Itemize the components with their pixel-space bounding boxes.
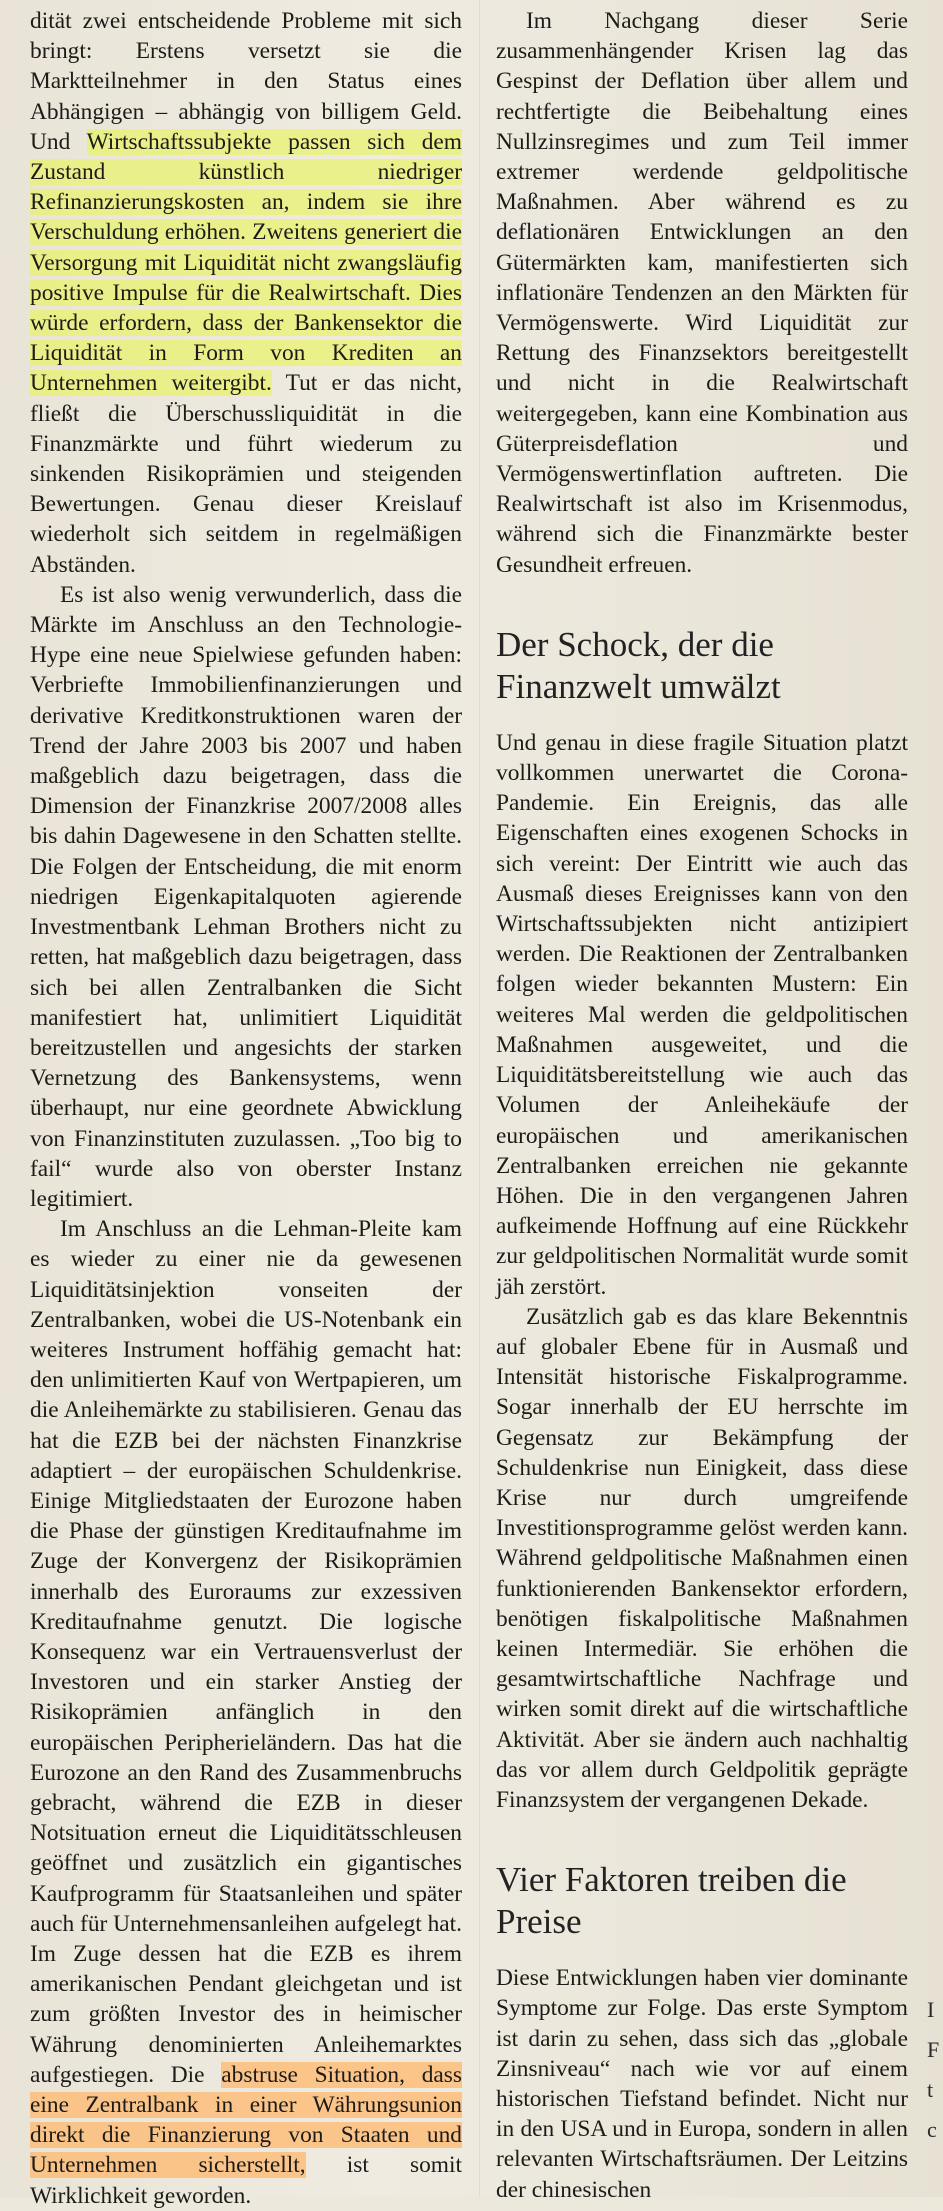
section-1-paragraph-2: Zusätzlich gab es das klare Bekenntnis auf globaler Ebene für in Ausmaß und Intensität historische Fiskalprogramme. Sogar innerhalb der EU herrschte im Gegensatz zur Bekämpfung der Schuldenkrise nun Einigkeit, dass diese Krise nur durch umgreifende Investitionsprogramme gelöst werden kann. Während geldpolitische Maßnahmen einen funktionierenden Bankensektor erfordern, benötigen fiskalpolitische Maßnahmen keinen Intermediär. Sie erhöhen die gesamtwirtschaftliche Nachfrage und wirken somit direkt auf die wirtschaftliche Aktivität. Aber sie ändern auch nachhaltig das vor allem durch Geldpolitik geprägte Finanzsystem der vergangenen Dekade.: [496, 1303, 908, 1813]
edge-fragment: t: [927, 2077, 934, 2102]
edge-fragment: F: [927, 2037, 940, 2062]
column-divider: [479, 0, 480, 2197]
right-column: [496, 6, 908, 2205]
paragraph-1-text-a: dität zwei entscheidende Probleme mit sich bringt: Erstens versetzt sie die Marktteilnehmer in den Status eines Abhängigen – abhängig von billigem Geld. Und: [30, 8, 462, 155]
paragraph-3-text-b: ist somit Wirklichkeit geworden.: [30, 2152, 462, 2209]
orange-highlight-passage: abstruse Situation, dass eine Zentralbank in einer Währungsunion direkt die Finanzierung von Staaten und Unternehmen sicherstellt,: [30, 2061, 462, 2179]
paragraph-3-text-a: Im Anschluss an die Lehman-Pleite kam es wieder zu einer nie da gewesenen Liquiditätsinjektion vonseiten der Zentralbanken, wobei die US-Notenbank ein weiteres Instrument hoffähig gemacht hat: den unlimitierten Kauf von Wertpapieren, um die Anleihemärkte zu stabilisieren. Genau das hat die EZB bei der nächsten Finanzkrise adaptiert – der europäischen Schuldenkrise. Einige Mitgliedstaaten der Eurozone haben die Phase der günstigen Kreditaufnahme im Zuge der Konvergenz der Risikoprämien innerhalb des Euroraums zur exzessiven Kreditaufnahme genutzt. Die logische Konsequenz war ein Vertrauensverlust der Investoren und ein starker Anstieg der Risikoprämien anfänglich in den europäischen Peripherieländern. Das hat die Eurozone an den Rand des Zusammenbruchs gebracht, während die EZB in dieser Notsituation erneut die Liquiditätsschleusen geöffnet und zusätzlich ein gigantisches Kaufprogramm für Staatsanleihen und später auch für Unternehmensanleihen aufgelegt hat. Im Zuge dessen hat die EZB es ihrem amerikanischen Pendant gleichgetan und ist zum größten Investor des in heimischer Währung denominierten Anleihemarktes aufgestiegen. Die: [30, 1216, 462, 2088]
edge-fragment: c: [927, 2117, 937, 2142]
paragraph-1: [30, 6, 462, 580]
paragraph-3: [30, 1214, 462, 2211]
right-intro-paragraph: Im Nachgang dieser Serie zusammenhängender Krisen lag das Gespinst der Deflation über allem und rechtfertigte die Beibehaltung eines Nullzinsregimes und zum Teil immer extremer werdende geldpolitische Maßnahmen. Aber während es zu deflationären Entwicklungen an den Gütermärkten kam, manifestierten sich inflationäre Tendenzen an den Märkten für Vermögenswerte. Wird Liquidität zur Rettung des Finanzsektors bereitgestellt und nicht in die Realwirtschaft weitergegeben, kann eine Kombination aus Güterpreisdeflation und Vermögenswertinflation auftreten. Die Realwirtschaft ist also im Krisenmodus, während sich die Finanzmärkte bester Gesundheit erfreuen.: [496, 8, 908, 578]
next-column-edge-fragments: [927, 1990, 939, 2150]
left-column: [30, 6, 462, 2211]
paragraph-2: Es ist also wenig verwunderlich, dass die Märkte im Anschluss an den Technologie-Hype eine neue Spielwiese gefunden haben: Verbriefte Immobilienfinanzierungen und derivative Kreditkonstruktionen waren der Trend der Jahre 2003 bis 2007 und haben maßgeblich dazu beigetragen, dass die Dimension der Finanzkrise 2007/2008 alles bis dahin Dagewesene in den Schatten stellte. Die Folgen der Entscheidung, die mit enorm niedrigen Eigenkapitalquoten agierende Investmentbank Lehman Brothers nicht zu retten, hat maßgeblich dazu beigetragen, dass sich bei allen Zentralbanken die Sicht manifestiert hat, unlimitiert Liquidität bereitzustellen und angesichts der starken Vernetzung des Bankensystems, wenn überhaupt, nur eine geordnete Abwicklung von Finanzinstituten zuzulassen. „Too big to fail“ wurde also von oberster Instanz legitimiert.: [30, 581, 462, 1212]
paragraph-1-text-b: Tut er das nicht, fließt die Überschussliquidität in die Finanzmärkte und führt wiederum zu sinkenden Risikoprämien und steigenden Bewertungen. Genau dieser Kreislauf wiederholt sich seitdem in regelmäßigen Abständen.: [30, 370, 462, 578]
section-2-paragraph-1: Diese Entwicklungen haben vier dominante Symptome zur Folge. Das erste Symptom ist darin zu sehen, dass sich das „globale Zinsniveau“ nach wie vor auf einem historischen Tiefstand befindet. Nicht nur in den USA und in Europa, sondern in allen relevanten Wirtschaftsräumen. Der Leitzins der chinesischen: [496, 1965, 908, 2203]
yellow-highlight-passage: Wirtschaftssubjekte passen sich dem Zustand künstlich niedriger Refinanzierungskosten an, indem sie ihre Verschuldung erhöhen. Zweitens generiert die Versorgung mit Liquidität nicht zwangsläufig positive Impulse für die Realwirtschaft. Dies würde erfordern, dass der Bankensektor die Liquidität in Form von Krediten an Unternehmen weitergibt.: [30, 128, 462, 397]
section-heading-faktoren: Vier Faktoren treiben die Preise: [496, 1860, 847, 1942]
edge-fragment: I: [927, 1997, 935, 2022]
section-1-paragraph-1: Und genau in diese fragile Situation platzt vollkommen unerwartet die Corona-Pandemie. Ein Ereignis, das alle Eigenschaften eines exogenen Schocks in sich vereint: Der Eintritt wie auch das Ausmaß dieses Ereignisses kann von den Wirtschaftssubjekten nicht antizipiert werden. Die Reaktionen der Zentralbanken folgen wieder bekannten Mustern: Ein weiteres Mal werden die geldpolitischen Maßnahmen ausgeweitet, und die Liquiditätsbereitstellung wie auch das Volumen der Anleihekäufe der europäischen und amerikanischen Zentralbanken erreichen nie gekannte Höhen. Die in den vergangenen Jahren aufkeimende Hoffnung auf eine Rückkehr zur geldpolitischen Normalität wurde somit jäh zerstört.: [496, 729, 908, 1300]
section-heading-schock: Der Schock, der die Finanzwelt umwälzt: [496, 624, 781, 706]
